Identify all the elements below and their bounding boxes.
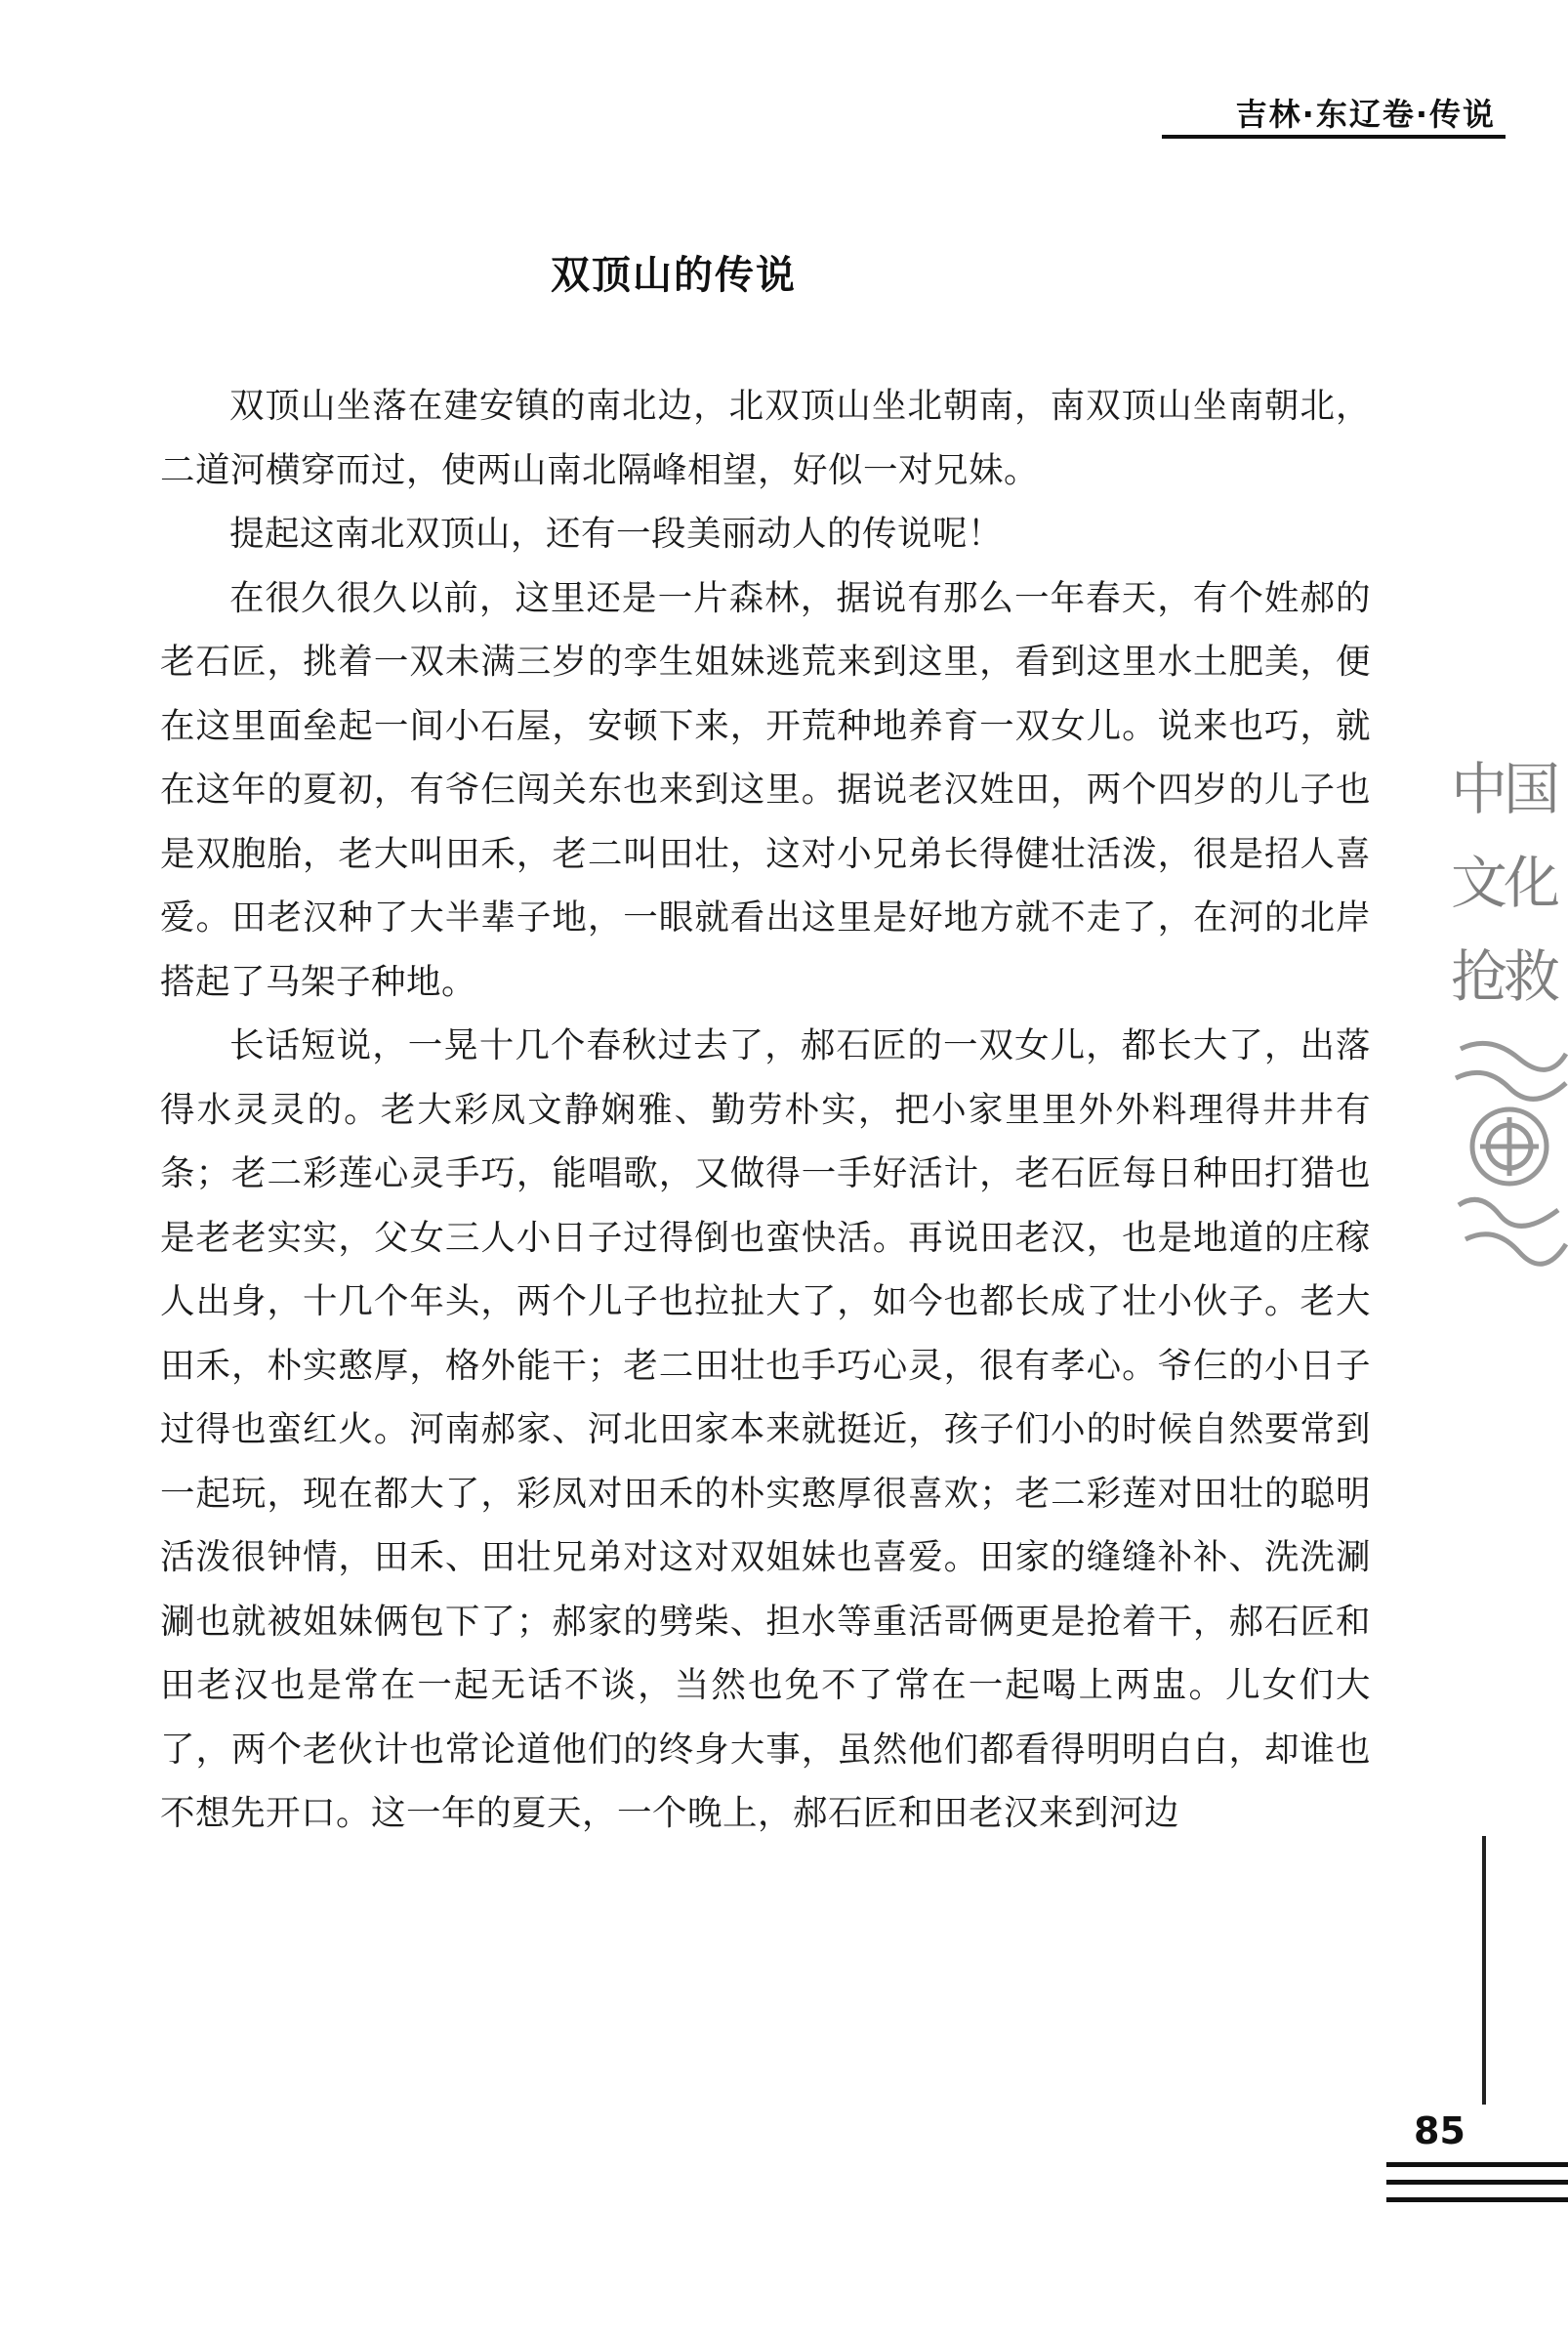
header-rule — [1162, 135, 1506, 139]
footer-rule — [1386, 2197, 1568, 2202]
emblem-text-line: 中国 — [1451, 756, 1557, 822]
paragraph: 在很久很久以前，这里还是一片森林，据说有那么一年春天，有个姓郝的老石匠，挑着一双未满三岁的孪生姐妹逃荒来到这里，看到这里水土肥美，便在这里面垒起一间小石屋，安顿下来，开荒种地养育一双女儿。说来也巧，就在这年的夏初，有爷仨闯关东也来到这里。据说老汉姓田，两个四岁的儿子也是双胞胎，老大叫田禾，老二叫田壮，这对小兄弟长得健壮活泼，很是招人喜爱。田老汉种了大半辈子地，一眼就看出这里是好地方就不走了，在河的北岸搭起了马架子种地。 — [160, 577, 1371, 1002]
article-title: 双顶山的传说 — [551, 253, 797, 298]
article-body — [160, 374, 1371, 1846]
paragraph: 双顶山坐落在建安镇的南北边，北双顶山坐北朝南，南双顶山坐南朝北，二道河横穿而过，使两山南北隔峰相望，好似一对兄妹。 — [160, 386, 1371, 490]
footer-rule — [1386, 2162, 1568, 2167]
ornament-pattern-icon — [1451, 1029, 1568, 1283]
paragraph: 提起这南北双顶山，还有一段美丽动人的传说呢！ — [229, 514, 1004, 554]
margin-rule — [1482, 1836, 1486, 2105]
paragraph: 长话短说，一晃十几个春秋过去了，郝石匠的一双女儿，都长大了，出落得水灵灵的。老大彩凤文静娴雅、勤劳朴实，把小家里里外外料理得井井有条；老二彩莲心灵手巧，能唱歌，又做得一手好活计，老石匠每日种田打猎也是老老实实，父女三人小日子过得倒也蛮快活。再说田老汉，也是地道的庄稼人出身，十几个年头，两个儿子也拉扯大了，如今也都长成了壮小伙子。老大田禾，朴实憨厚，格外能干；老二田壮也手巧心灵，很有孝心。爷仨的小日子过得也蛮红火。河南郝家、河北田家本来就挺近，孩子们小的时候自然要常到一起玩，现在都大了，彩凤对田禾的朴实憨厚很喜欢；老二彩莲对田壮的聪明活泼很钟情，田禾、田壮兄弟对这对双姐妹也喜爱。田家的缝缝补补、洗洗涮涮也就被姐妹俩包下了；郝家的劈柴、担水等重活哥俩更是抢着干，郝石匠和田老汉也是常在一起无话不谈，当然也免不了常在一起喝上两盅。儿女们大了，两个老伙计也常论道他们的终身大事，虽然他们都看得明明白白，却谁也不想先开口。这一年的夏天，一个晚上，郝石匠和田老汉来到河边 — [160, 1025, 1371, 1833]
side-emblem — [1451, 742, 1568, 1309]
running-header: 吉林·东辽卷·传说 — [1235, 96, 1496, 133]
page-number: 85 — [1414, 2109, 1465, 2152]
emblem-text-line: 抢救 — [1451, 943, 1557, 1010]
footer-rule — [1386, 2180, 1568, 2185]
emblem-text-line: 文化 — [1451, 850, 1557, 916]
